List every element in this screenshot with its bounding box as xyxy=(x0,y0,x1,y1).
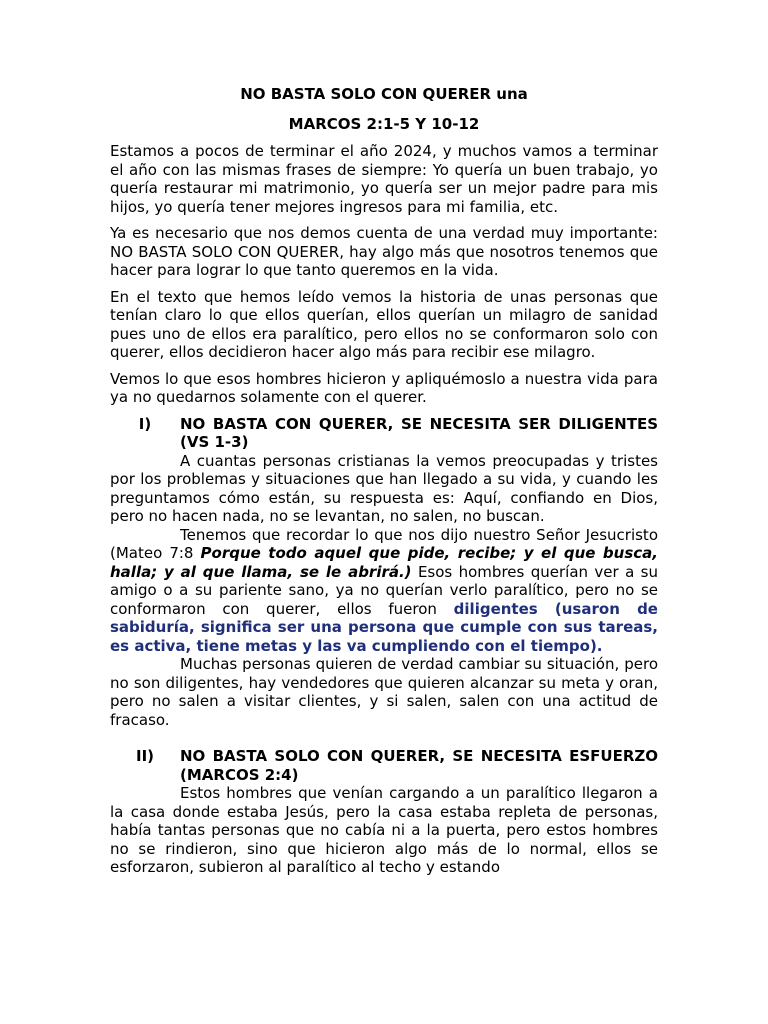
document-subtitle: MARCOS 2:1-5 Y 10-12 xyxy=(288,115,480,133)
section-1-paragraph-1: A cuantas personas cristianas la vemos preocupadas y tristes por los problemas y situaciones que han llegado a su vida, y cuando les preguntamos cómo están, su respuesta es: Aquí, confiando en Dios, pero no hacen nada, no se levantan, no salen, no buscan. xyxy=(110,451,658,525)
section-1-number: I) xyxy=(138,414,152,433)
section-1-paragraph-3: Muchas personas quieren de verdad cambiar su situación, pero no son diligentes, hay vendedores que quieren alcanzar su meta y oran, pero no salen a visitar clientes, y si salen, salen con una actitud de fracaso. xyxy=(110,655,658,729)
bible-quote: Porque todo aquel que pide, recibe; y el que busca, halla; y al que llama, se le abrirá.) xyxy=(110,544,658,581)
intro-paragraph-3: En el texto que hemos leído vemos la historia de unas personas que tenían claro lo que ellos querían, ellos querían un milagro de sanidad pues uno de ellos era paralítico, pero ellos no se conformaron solo con querer, ellos decidieron hacer algo más para recibir ese milagro. xyxy=(110,287,658,361)
section-2-title: NO BASTA SOLO CON QUERER, SE NECESITA ESFUERZO (MARCOS 2:4) xyxy=(180,747,658,784)
section-2-heading xyxy=(110,747,658,784)
section-2-number: II) xyxy=(135,747,155,765)
section-2 xyxy=(110,747,658,877)
section-spacer xyxy=(110,729,658,747)
section-1-title: NO BASTA CON QUERER, SE NECESITA SER DILIGENTES (VS 1-3) xyxy=(180,414,658,451)
section-1-paragraph-2 xyxy=(110,526,658,656)
section-2-paragraph-1: Estos hombres que venían cargando a un paralítico llegaron a la casa donde estaba Jesús, pero la casa estaba repleta de personas, había tantas personas que no cabía ni a la puerta, pero estos hombres no se rindieron, sino que hicieron algo más de lo normal, ellos se esforzaron, subieron al paralítico al techo y estando xyxy=(110,784,658,876)
document-page xyxy=(110,84,658,877)
section-1-paragraph-2-text-b: Esos hombres querían ver a su amigo o a su pariente sano, ya no querían verlo paralítico, pero no se conformaron con querer, ellos fueron xyxy=(110,562,658,618)
intro-paragraph-1: Estamos a pocos de terminar el año 2024, y muchos vamos a terminar el año con las mismas frases de siempre: Yo quería un buen trabajo, yo quería restaurar mi matrimonio, yo quería ser un mejor padre para mis hijos, yo quería tener mejores ingresos para mi familia, etc. xyxy=(110,142,658,216)
section-1-paragraph-2-text-a: Tenemos que recordar lo que nos dijo nuestro Señor Jesucristo (Mateo 7:8 xyxy=(110,525,658,562)
diligentes-definition: diligentes (usaron de sabiduría, significa ser una persona que cumple con sus tareas, es activa, tiene metas y las va cumpliendo con el tiempo). xyxy=(110,599,658,655)
section-1 xyxy=(110,415,658,730)
intro-paragraph-2: Ya es necesario que nos demos cuenta de una verdad muy importante: NO BASTA SOLO CON QUERER, hay algo más que nosotros tenemos que hacer para lograr lo que tanto queremos en la vida. xyxy=(110,224,658,279)
section-1-heading xyxy=(110,415,658,452)
document-title: NO BASTA SOLO CON QUERER una xyxy=(240,85,528,103)
intro-paragraph-4: Vemos lo que esos hombres hicieron y apliquémoslo a nuestra vida para ya no quedarnos solamente con el querer. xyxy=(110,369,658,406)
